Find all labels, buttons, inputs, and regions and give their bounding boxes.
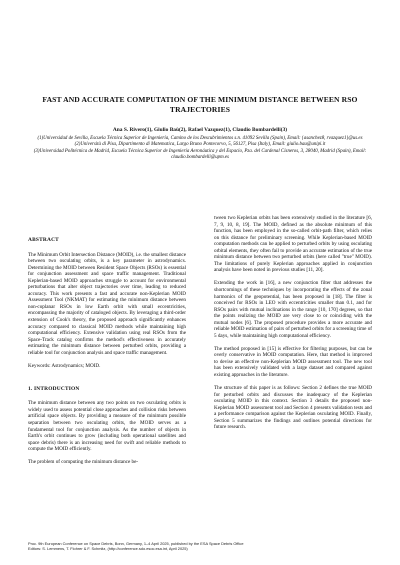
left-column: [28, 237, 186, 472]
abstract-heading: ABSTRACT: [28, 237, 59, 243]
footer-editors: Editors: S. Lemmens, T. Flohrer & F. Schmitz, (http://conference.sdo.esoc.esa.int, April 2025): [28, 546, 188, 551]
affiliation-3: (3)Universidad Politécnica de Madrid, Escuela Técnica Superior de Ingeniería Aeronáutica y del Espacio, Pza. del Cardenal Cisneros, 3, 28040, Madrid (Spain), Email: claudio.bombardelli@upm.es: [33, 148, 367, 160]
keywords: Keywords: Astrodynamics; MOID.: [28, 362, 101, 369]
paper-title: FAST AND ACCURATE COMPUTATION OF THE MINIMUM DISTANCE BETWEEN RSO TRAJECTORIES: [42, 95, 358, 114]
right-paragraph-3: The method proposed in [15] is effective for filtering purposes, but can be overly conservative in MOID computation. Here, that method is improved to devise an effective non-Keplerian MOID assessment tool. The new tool has been extensively validated with a large dataset and compared against existing approaches in the literature.: [214, 345, 372, 379]
right-paragraph-4: The structure of this paper is as follows: Section 2 defines the true MOID for perturbed orbits and discusses the inadequacy of the Keplerian osculating MOID in this context. Section 3 details the proposed non-Keplerian MOID assessment tool and Section 4 presents validation tests and a performance comparison against the Keplerian osculating MOID. Finally, Section 5 summarizes the findings and outlines potential directions for future research.: [214, 385, 372, 431]
affiliation-1: (1)Universidad de Sevilla, Escuela Técnica Superior de Ingeniería, Camino de los Descubrimientos s.n. 41092 Sevilla (Spain), Email: {asanchez8, rvazquez1}@us.es: [37, 136, 363, 141]
affiliation-list: [28, 136, 372, 161]
right-paragraph-1: tween two Keplerian orbits has been extensively studied in the literature [6, 7, 9, 10, 8, 19]. The MOID, defined as the absolute minimum of this function, has been employed in the so-called orbit-path filter, which relies on this distance for preliminary screening. While Keplerian-based MOID computation methods can be applied to perturbed orbits by using osculating orbital elements, they often fail to provide an accurate estimation of the true minimum distance between two perturbed orbits (here called "true" MOID). The limitations of purely Keplerian approaches applied in conjunction analysis have been noted in previous studies [11, 20].: [214, 215, 372, 274]
abstract-text: The Minimum Orbit Intersection Distance (MOID), i.e. the smallest distance between two osculating orbits, is a key parameter in astrodynamics. Determining the MOID between Resident Space Objects (RSOs) is essential for conjunction assessment and space traffic management. Traditional Keplerian-based MOID approaches struggle to account for environmental perturbations that alter object trajectories over time, leading to reduced accuracy. This work presents a fast and accurate non-Keplerian MOID Assessment Tool (NKMAT) for estimating the minimum distance between non-coplanar RSOs in low Earth orbit with small eccentricities, encompassing the majority of cataloged objects. By leveraging a third-order extension of Cook's theory, the proposed approach significantly enhances accuracy compared to classical MOID methods while maintaining high computational efficiency. Extensive validation using real RSOs from the Space-Track catalog confirms the method's effectiveness in accurately estimating the minimum distance between perturbed orbits, providing a reliable tool for conjunction analysis and space traffic management.: [28, 251, 186, 356]
footer-proceedings: Proc. 9th European Conference on Space Debris, Bonn, Germany, 1–4 April 2025, published by the ESA Space Debris Office: [28, 541, 244, 546]
right-column: [214, 215, 372, 437]
author-list: Ana S. Rivero(1), Giulio Baù(2), Rafael Vazquez(1), Claudio Bombardelli(3): [112, 127, 288, 133]
intro-paragraph-1: The minimum distance between any two points on two osculating orbits is widely used to assess potential close approaches and collision risks between artificial space objects. By providing a measure of the minimum possible separation between two osculating orbits, the MOID serves as a fundamental tool for conjunction analysis. As the number of objects in Earth's orbit continues to grow (including both operational satellites and space debris) there is an increasing need for swift and reliable methods to compute the MOID efficiently.: [28, 400, 186, 453]
intro-paragraph-2: The problem of computing the minimum distance be-: [28, 459, 139, 466]
page-footer: [28, 541, 372, 551]
introduction-heading: 1. INTRODUCTION: [28, 385, 80, 392]
affiliation-2: (2)Università di Pisa, Dipartimento di Matematica, Largo Bruno Pontecorvo, 5, 56127, Pisa (Italy), Email: giulio.bau@unipi.it: [74, 142, 326, 148]
right-paragraph-2: Extending the work in [16], a new conjunction filter that addresses the shortcomings of these techniques by incorporating the effects of the zonal harmonics of the geopotential, has been proposed in [18]. The filter is conceived for RSOs in LEO with eccentricities smaller than 0.1, and for RSOs pairs with mutual inclinations in the range [10, 170] degrees, so that the points realizing the MOID are very close to or coinciding with the mutual nodes [6]. The proposed procedure provides a more accurate and reliable MOID estimation of pairs of perturbed orbits for a screening time of 5 days, while maintaining high computational efficiency.: [214, 280, 372, 339]
